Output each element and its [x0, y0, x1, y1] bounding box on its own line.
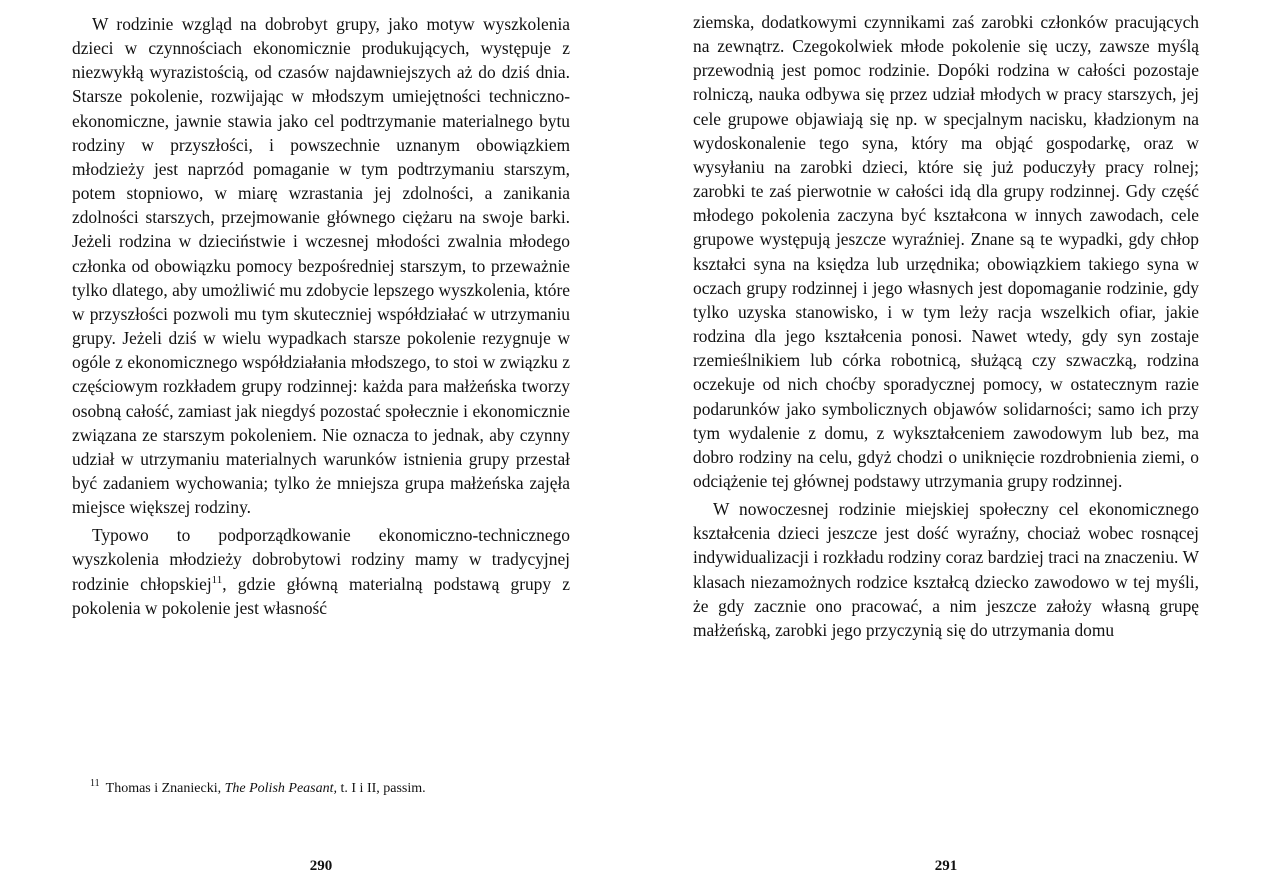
footnote-reference: 11	[211, 573, 223, 586]
left-paragraph-2-text: Typowo to podporządkowanie ekonomiczno-technicznego wyszkolenia młodzieży dobrobytowi rodziny mamy w tradycyjnej rodzinie chłopskiej	[72, 525, 570, 594]
right-paragraph-1: ziemska, dodatkowymi czynnikami zaś zarobki członków pracujących na zewnątrz. Czegokolwiek młode pokolenie się uczy, zawsze myślą przewodnią jest pomoc rodzinie. Dopóki rodzina w całości pozostaje rolniczą, nauka odbywa się przez udział młodych w pracy starszych, jej cele grupowe objawiają się np. w specjalnym nacisku, kładzionym na wydoskonalenie tego syna, który ma objąć gospodarkę, oraz w wysyłaniu na zarobki dzieci, które się już poduczyły pracy rolnej; zarobki te zaś pierwotnie w całości idą dla grupy rodzinnej. Gdy część młodego pokolenia zaczyna być kształcona w innych zawodach, cele grupowe występują jeszcze wyraźniej. Znane są te wypadki, gdy chłop kształci syna na księdza lub urzędnika; obowiązkiem takiego syna w oczach grupy rodzinnej i jego własnych jest dopomaganie rodzinie, gdy tylko uzyska stanowisko, i w tym leży racja wszelkich ofiar, jakie rodzina dla jego kształcenia ponosi. Nawet wtedy, gdy syn zostaje rzemieślnikiem lub córka robotnicą, służącą czy szwaczką, rodzina oczekuje od nich choćby sporadycznej pomocy, w ostatecznym razie podarunków jako symbolicznych objawów solidarności; samo ich przy tym wydalenie z domu, z wykształceniem zawodowym lub bez, ma dobro rodziny na celu, gdyż chodzi o uniknięcie rozdrobnienia ziemi, o odciążenie tej głównej podstawy utrzymania grupy rodzinnej.	[693, 12, 1199, 491]
page-number-right: 291	[934, 858, 958, 874]
footnote-rest: t. I i II, passim.	[340, 781, 426, 796]
left-paragraph-2-continuation: , gdzie główną materialną podstawą grupy z pokolenia w pokolenie jest własność	[72, 573, 570, 618]
right-paragraph-2: W nowoczesnej rodzinie miejskiej społeczny cel ekonomicznego kształcenia dzieci jeszcze jest dość wyraźny, chociaż wobec rosnącej indywidualizacji i rozkładu rodziny coraz bardziej traci na znaczeniu. W klasach niezamożnych rodzice kształcą dziecko zawodowo w tej myśli, że gdy zacznie ono pracować, a nim jeszcze założy własną grupę małżeńską, zarobki jego przyczynią się do utrzymania domu	[693, 499, 1199, 640]
right-page	[693, 0, 1199, 893]
left-page	[72, 0, 570, 893]
left-paragraph-1: W rodzinie wzgląd na dobrobyt grupy, jako motyw wyszkolenia dzieci w czynnościach ekonomicznie produkujących, występuje z niezwykłą wyrazistością, od czasów najdawniejszych aż do dziś dnia. Starsze pokolenie, rozwijając w młodszym umiejętności techniczno-ekonomiczne, jawnie stawia jako cel podtrzymanie materialnego bytu rodziny w przyszłości, i powszechnie uznanym obowiązkiem młodzieży jest naprzód pomaganie w tym podtrzymaniu starszym, potem stopniowo, w miarę wzrastania jej zdolności, a zanikania zdolności starszych, przejmowanie głównego ciężaru na swoje barki. Jeżeli rodzina w dzieciństwie i wczesnej młodości zwalnia młodego członka od obowiązku pomocy bezpośredniej starszym, to przeważnie tylko dlatego, aby umożliwić mu zdobycie lepszego wyszkolenia, które w przyszłości pozwoli mu tym skuteczniej współdziałać w utrzymaniu grupy. Jeżeli dziś w wielu wypadkach starsze pokolenie rezygnuje w ogóle z ekonomicznego współdziałania młodszego, to stoi w związku z częściowym rozkładem grupy rodzinnej: każda para małżeńska tworzy osobną całość, zamiast jak niegdyś pozostać społecznie i ekonomicznie związana ze starszym pokoleniem. Nie oznacza to jednak, aby czynny udział w utrzymaniu materialnych warunków istnienia grupy przestał być zadaniem wychowania; tylko że mniejsza grupa małżeńska zajęła miejsce większej rodziny.	[72, 14, 570, 518]
page-number-left: 290	[309, 858, 333, 874]
left-paragraph-2	[72, 523, 570, 620]
footnote-mark: 11	[90, 778, 100, 790]
footnote-title: The Polish Peasant,	[224, 781, 337, 796]
footnote	[90, 780, 570, 798]
footnote-authors: Thomas i Znaniecki,	[105, 781, 222, 796]
left-page-body	[72, 12, 570, 620]
right-page-body	[693, 10, 1199, 642]
